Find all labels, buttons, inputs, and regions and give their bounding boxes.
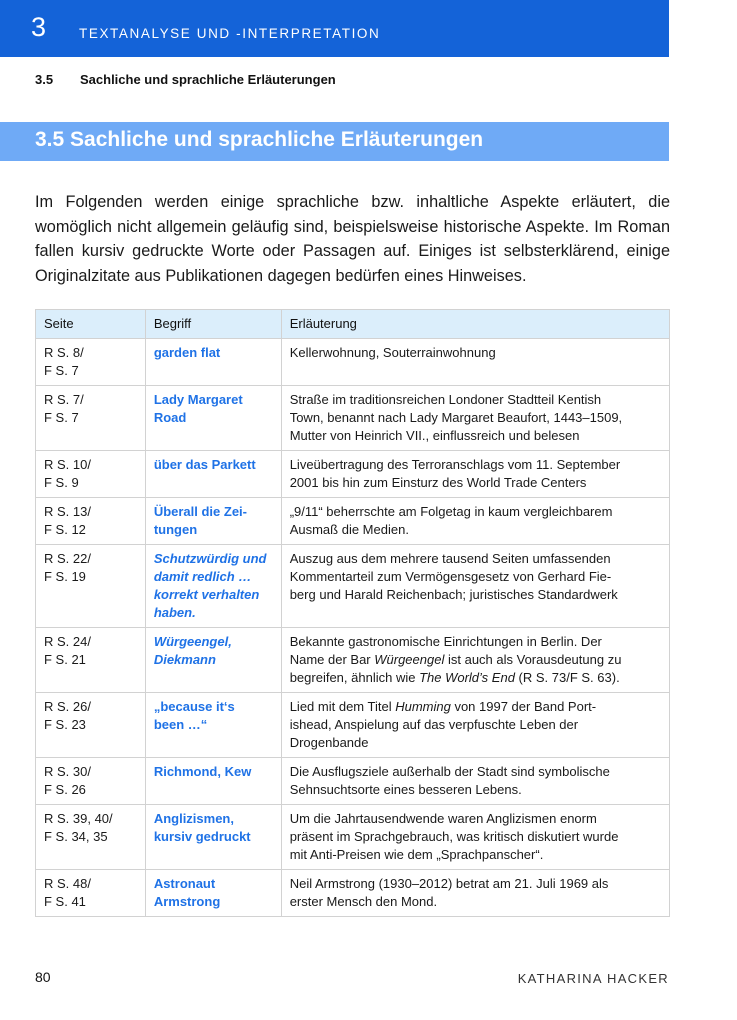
seite-line: F S. 41 — [44, 894, 86, 909]
section-heading-band — [0, 122, 669, 161]
seite-line: R S. 10/ — [44, 457, 91, 472]
erl-line: Neil Armstrong (1930–2012) betrat am 21. Juli 1969 als — [289, 876, 609, 891]
cell-erlaeuterung — [281, 870, 669, 917]
seite-line: F S. 9 — [44, 475, 79, 490]
cell-seite — [36, 758, 146, 805]
glossary-table — [35, 309, 670, 917]
seite-line: R S. 48/ — [44, 876, 91, 891]
table-row — [36, 451, 670, 498]
seite-line: R S. 26/ — [44, 699, 91, 714]
cell-erlaeuterung — [281, 545, 669, 628]
cell-seite — [36, 339, 146, 386]
seite-line: R S. 7/ — [44, 392, 84, 407]
erl-line: Mutter von Heinrich VII., einflussreich und belesen — [289, 428, 580, 443]
erl-line — [290, 698, 661, 716]
seite-line: F S. 7 — [44, 363, 79, 378]
cell-begriff — [145, 545, 281, 628]
seite-line: F S. 34, 35 — [44, 829, 108, 844]
cell-erlaeuterung — [281, 339, 669, 386]
begriff-line: über das Parkett — [153, 457, 256, 472]
table-row — [36, 386, 670, 451]
chapter-number: 3 — [31, 12, 47, 42]
erl-line: Bekannte gastronomische Einrichtungen in Berlin. Der — [289, 634, 602, 649]
begriff-line: „because it‘s — [153, 699, 235, 714]
subheader-number: 3.5 — [35, 72, 54, 87]
erl-line — [290, 669, 661, 687]
begriff-line: Überall die Zei- — [153, 504, 248, 519]
begriff-line: Anglizismen, — [153, 811, 234, 826]
cell-erlaeuterung — [281, 498, 669, 545]
begriff-line: korrekt verhalten — [153, 587, 260, 602]
table-row — [36, 545, 670, 628]
section-title: 3.5 Sachliche und sprachliche Erläuterungen — [35, 128, 484, 151]
erl-line — [290, 651, 661, 669]
erl-text: begreifen, ähnlich wie — [289, 670, 420, 685]
seite-line: F S. 26 — [44, 782, 86, 797]
erl-text: Lied mit dem Titel — [289, 699, 396, 714]
cell-seite — [36, 545, 146, 628]
erl-italic-text: Würgeengel — [374, 652, 445, 667]
seite-line: R S. 13/ — [44, 504, 91, 519]
erl-line: erster Mensch den Mond. — [289, 894, 438, 909]
seite-line: F S. 23 — [44, 717, 86, 732]
erl-italic-text: Humming — [395, 699, 451, 714]
intro-paragraph: Im Folgenden werden einige sprachliche bzw. inhaltliche Aspekte erläutert, die womöglich nicht allgemein geläufig sind, beispielsweise historische Aspekte. Im Roman fallen kursiv gedruckte Worte oder Passagen auf. Einiges ist selbsterklärend, einige Originalzitate aus Publikationen dagegen bedürfen eines Hinweises. — [35, 193, 670, 285]
erl-text: Name der Bar — [289, 652, 375, 667]
erl-line: Auszug aus dem mehrere tausend Seiten umfassenden — [289, 551, 611, 566]
cell-begriff — [145, 386, 281, 451]
cell-begriff — [145, 339, 281, 386]
cell-erlaeuterung — [281, 386, 669, 451]
cell-seite — [36, 805, 146, 870]
table-row — [36, 758, 670, 805]
begriff-line: Diekmann — [153, 652, 216, 667]
cell-erlaeuterung — [281, 628, 669, 693]
erl-line: berg und Harald Reichenbach; juristisches Standardwerk — [289, 587, 618, 602]
chapter-title: TEXTANALYSE UND -INTERPRETATION — [79, 26, 381, 41]
begriff-line: Astronaut — [153, 876, 216, 891]
erl-line: Liveübertragung des Terroranschlags vom 11. September — [289, 457, 621, 472]
erl-line: Kommentarteil zum Vermögensgesetz von Gerhard Fie- — [289, 569, 612, 584]
erl-line: mit Anti-Preisen wie dem „Sprachpanscher“. — [289, 847, 544, 862]
begriff-line: been …“ — [153, 717, 208, 732]
begriff-line: Lady Margaret — [153, 392, 243, 407]
erl-line: „9/11“ beherrschte am Folgetag in kaum vergleichbarem — [289, 504, 613, 519]
begriff-line: garden flat — [153, 345, 221, 360]
erl-line: ishead, Anspielung auf das verpfuschte Leben der — [289, 717, 579, 732]
cell-begriff — [145, 805, 281, 870]
erl-text: von 1997 der Band Port- — [450, 699, 597, 714]
erl-line: Town, benannt nach Lady Margaret Beaufort, 1443–1509, — [289, 410, 623, 425]
seite-line: F S. 21 — [44, 652, 86, 667]
seite-line: R S. 30/ — [44, 764, 91, 779]
seite-line: F S. 19 — [44, 569, 86, 584]
running-footer-author: KATHARINA HACKER — [517, 971, 669, 986]
cell-seite — [36, 870, 146, 917]
begriff-line: Schutzwürdig und — [153, 551, 267, 566]
cell-erlaeuterung — [281, 693, 669, 758]
begriff-line: haben. — [153, 605, 196, 620]
seite-line: R S. 8/ — [44, 345, 84, 360]
table-header-row — [36, 310, 670, 339]
chapter-header-bar — [0, 0, 669, 57]
erl-line: Straße im traditionsreichen Londoner Stadtteil Kentish — [289, 392, 602, 407]
begriff-line: Armstrong — [153, 894, 221, 909]
begriff-line: damit redlich … — [153, 569, 252, 584]
erl-line: Drogenbande — [289, 735, 369, 750]
column-header-seite: Seite — [36, 310, 146, 339]
column-header-erlaeuterung: Erläuterung — [281, 310, 669, 339]
cell-begriff — [145, 628, 281, 693]
running-subheader — [35, 72, 336, 87]
subheader-title: Sachliche und sprachliche Erläuterungen — [80, 72, 336, 87]
begriff-line: tungen — [153, 522, 198, 537]
erl-text: (R S. 73/F S. 63). — [514, 670, 620, 685]
table-row — [36, 339, 670, 386]
begriff-line: Richmond, Kew — [153, 764, 252, 779]
cell-erlaeuterung — [281, 451, 669, 498]
erl-italic-text: The World’s End — [419, 670, 515, 685]
seite-line: R S. 22/ — [44, 551, 91, 566]
cell-erlaeuterung — [281, 805, 669, 870]
begriff-line: Würgeengel, — [153, 634, 232, 649]
cell-begriff — [145, 451, 281, 498]
cell-seite — [36, 693, 146, 758]
erl-line: Um die Jahrtausendwende waren Anglizismen enorm — [289, 811, 597, 826]
table-row — [36, 628, 670, 693]
begriff-line: Road — [153, 410, 187, 425]
cell-seite — [36, 628, 146, 693]
cell-seite — [36, 498, 146, 545]
erl-line: Kellerwohnung, Souterrainwohnung — [289, 345, 496, 360]
erl-line: präsent im Sprachgebrauch, was kritisch diskutiert wurde — [289, 829, 619, 844]
cell-seite — [36, 386, 146, 451]
cell-begriff — [145, 870, 281, 917]
cell-begriff — [145, 758, 281, 805]
seite-line: F S. 7 — [44, 410, 79, 425]
seite-line: R S. 39, 40/ — [44, 811, 113, 826]
cell-erlaeuterung — [281, 758, 669, 805]
cell-begriff — [145, 693, 281, 758]
erl-text: ist auch als Vorausdeutung zu — [444, 652, 622, 667]
seite-line: R S. 24/ — [44, 634, 91, 649]
erl-line: Sehnsuchtsorte eines besseren Lebens. — [289, 782, 522, 797]
table-row — [36, 805, 670, 870]
erl-line: Ausmaß die Medien. — [289, 522, 409, 537]
table-row — [36, 870, 670, 917]
erl-line: 2001 bis hin zum Einsturz des World Trade Centers — [289, 475, 587, 490]
seite-line: F S. 12 — [44, 522, 86, 537]
erl-line: Die Ausflugsziele außerhalb der Stadt sind symbolische — [289, 764, 610, 779]
table-row — [36, 693, 670, 758]
page-number: 80 — [35, 969, 51, 985]
column-header-begriff: Begriff — [145, 310, 281, 339]
begriff-line: kursiv gedruckt — [153, 829, 251, 844]
cell-begriff — [145, 498, 281, 545]
table-row — [36, 498, 670, 545]
cell-seite — [36, 451, 146, 498]
